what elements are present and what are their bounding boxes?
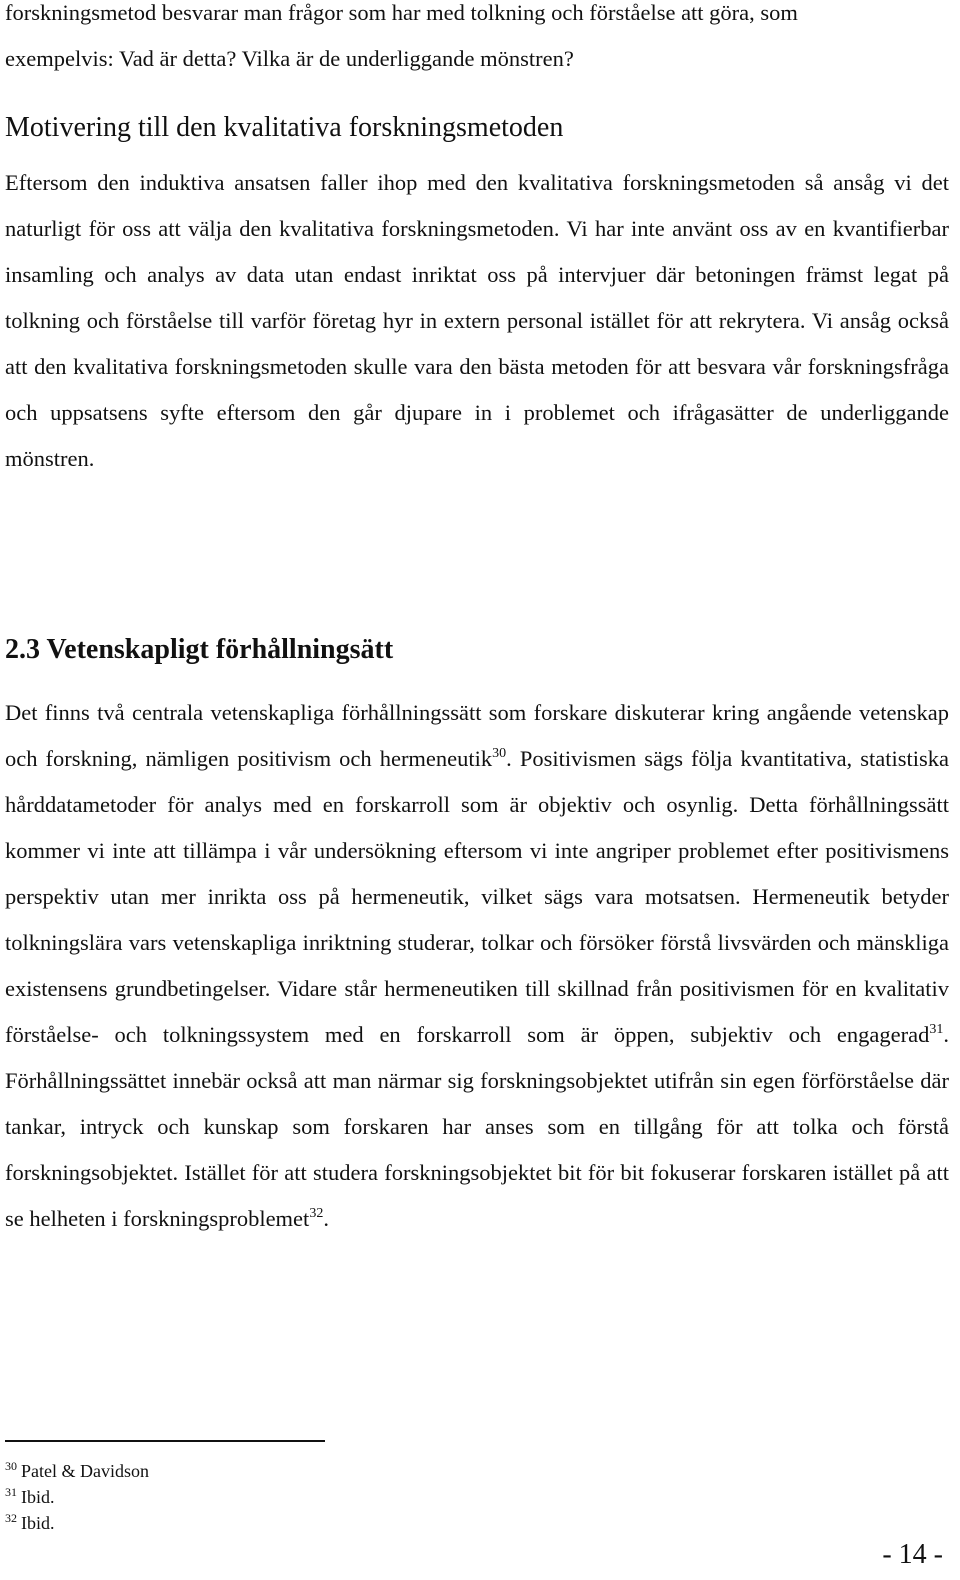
section-text-part-3: . Förhållningssättet innebär också att man närmar sig forskningsobjektet utifrån sin egen förförståelse där tankar, intryck och kunskap som forskaren har anses som en tillgång för att tolka och förstå forskningsobjektet. Istället för att studera forskningsobjektet bit för bit fokuserar forskaren istället på att se helheten i forskningsproblemet <box>5 1022 949 1231</box>
section-paragraph <box>5 690 949 1242</box>
section-text-part-4: . <box>323 1206 329 1231</box>
footnote-text: Ibid. <box>21 1513 55 1533</box>
section-text-part-2: . Positivismen sägs följa kvantitativa, statistiska hårddatametoder för analys med en forskarroll som är objektiv och osynlig. Detta förhållningssätt kommer vi inte att tillämpa i vår undersökning eftersom vi inte angriper problemet efter positivismens perspektiv utan mer inrikta oss på hermeneutik, vilket sägs vara motsatsen. Hermeneutik betyder tolkningslära vars vetenskapliga inriktning studerar, tolkar och försöker förstå livsvärden och mänskliga existensens grundbetingelser. Vidare står hermeneutiken till skillnad från positivismen för en kvalitativ förståelse- och tolkningssystem med en forskarroll som är öppen, subjektiv och engagerad <box>5 746 950 1047</box>
footnote <box>5 1510 149 1536</box>
footnote-text: Patel & Davidson <box>21 1461 149 1481</box>
footnote-number: 32 <box>5 1511 17 1525</box>
footnote-number: 31 <box>5 1485 17 1499</box>
footnote-ref-30: 30 <box>492 746 507 761</box>
section-heading: 2.3 Vetenskapligt förhållningsätt <box>5 634 394 665</box>
footnote-ref-31: 31 <box>929 1022 944 1037</box>
motivation-paragraph: Eftersom den induktiva ansatsen faller ihop med den kvalitativa forskningsmetoden så ansåg vi det naturligt för oss att välja den kvalitativa forskningsmetoden. Vi har inte använt oss av en kvantifierbar insamling och analys av data utan endast inriktat oss på intervjuer där betoningen främst legat på tolkning och förståelse till varför företag hyr in extern personal istället för att rekrytera. Vi ansåg också att den kvalitativa forskningsmetoden skulle vara den bästa metoden för att besvara vår forskningsfråga och uppsatsens syfte eftersom den går djupare in i problemet och ifrågasätter de underliggande mönstren. <box>5 170 949 471</box>
page-number: - 14 - <box>882 1539 943 1570</box>
footnote-ref-32: 32 <box>309 1206 324 1221</box>
footnote <box>5 1458 149 1484</box>
footnote-text: Ibid. <box>21 1487 55 1507</box>
footnote <box>5 1484 149 1510</box>
footnotes <box>5 1458 149 1536</box>
section-text-part-1: Det finns två centrala vetenskapliga förhållningssätt som forskare diskuterar kring angående vetenskap och forskning, nämligen positivism och hermeneutik <box>5 700 949 771</box>
motivation-heading: Motivering till den kvalitativa forskningsmetoden <box>5 112 564 143</box>
footnote-separator <box>5 1440 325 1442</box>
top-fragment-line-1: forskningsmetod besvarar man frågor som har med tolkning och förståelse att göra, som <box>5 0 798 25</box>
footnote-number: 30 <box>5 1459 17 1473</box>
top-paragraph-fragment <box>5 0 949 82</box>
top-fragment-line-2: exempelvis: Vad är detta? Vilka är de underliggande mönstren? <box>5 46 574 71</box>
